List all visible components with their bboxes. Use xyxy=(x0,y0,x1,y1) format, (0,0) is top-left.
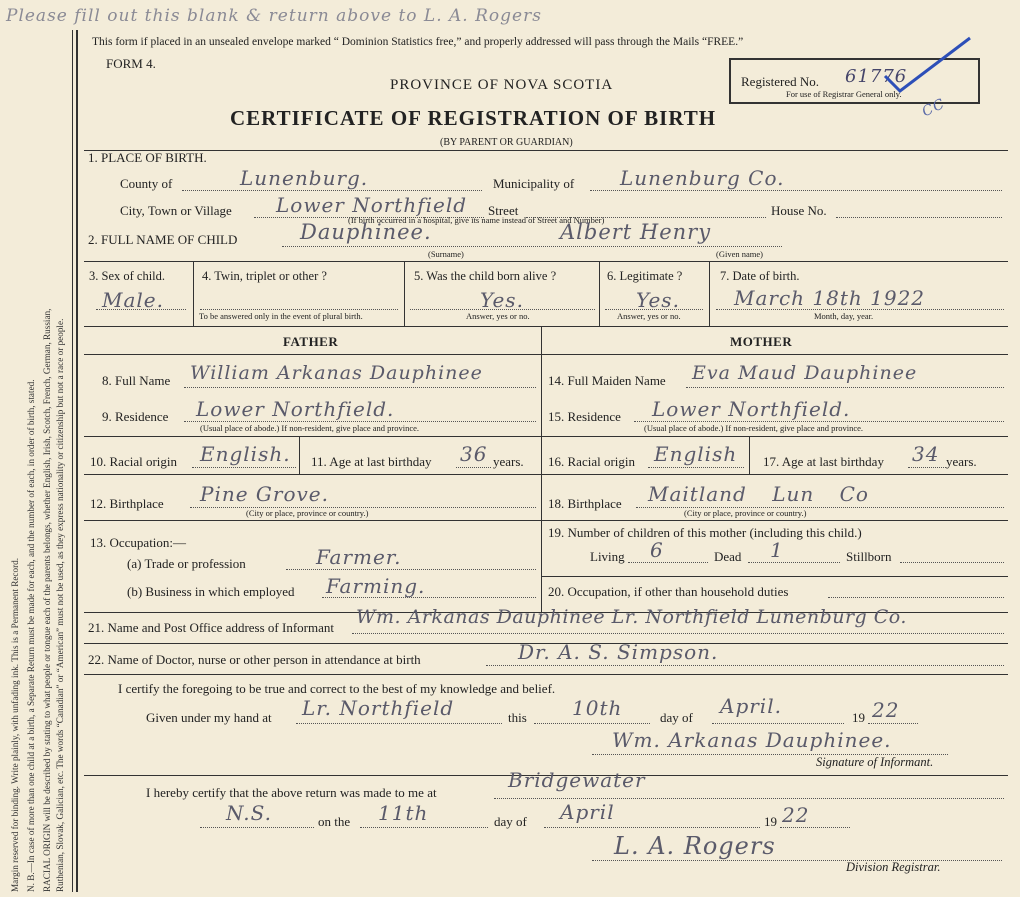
father-age-label: 11. Age at last birthday xyxy=(311,454,432,469)
city-value: Lower Northfield xyxy=(276,193,468,217)
mother-birthplace-label: 18. Birthplace xyxy=(548,496,622,511)
county-value: Lunenburg. xyxy=(240,166,369,190)
street-note: (If birth occurred in a hospital, give its name instead of Street and Number) xyxy=(348,215,605,225)
father-residence-label: 9. Residence xyxy=(102,409,169,424)
surname-note: (Surname) xyxy=(428,249,464,259)
twin-label: 4. Twin, triplet or other ? xyxy=(202,269,327,283)
given-day: 10th xyxy=(572,696,623,720)
father-name: William Arkanas Dauphinee xyxy=(190,362,483,384)
given-name-note: (Given name) xyxy=(716,249,763,259)
legitimate-label: 6. Legitimate ? xyxy=(607,269,683,283)
child-surname: Dauphinee. xyxy=(300,220,432,244)
child-given-name: Albert Henry xyxy=(560,220,712,244)
given-under-hand-label: Given under my hand at xyxy=(146,710,272,725)
attendant-label: 22. Name of Doctor, nurse or other person in attendance at birth xyxy=(88,652,421,667)
registrar-statement: I hereby certify that the above return was made to me at xyxy=(146,785,437,800)
dead-value: 1 xyxy=(770,538,784,562)
margin-rule-thick xyxy=(76,30,78,892)
born-alive-note: Answer, yes or no. xyxy=(466,311,530,321)
form-number: FORM 4. xyxy=(106,56,156,71)
side-mark: CC xyxy=(919,95,948,121)
margin-line-3: RACIAL ORIGIN will be described by stating to what people or tongue each of the parents belongs, whether English, Irish, Scotch, French, German, Russian, xyxy=(42,308,52,892)
informant-signature: Wm. Arkanas Dauphinee. xyxy=(612,728,892,752)
father-residence: Lower Northfield. xyxy=(196,397,395,421)
mother-name: Eva Maud Dauphinee xyxy=(692,362,918,384)
mother-birthplace: Maitland Lun Co xyxy=(648,482,869,506)
registrar-year: 22 xyxy=(782,803,810,827)
street-label: Street xyxy=(488,203,519,218)
mother-racial-label: 16. Racial origin xyxy=(548,454,636,469)
father-years-label: years. xyxy=(493,454,524,469)
dead-label: Dead xyxy=(714,549,742,564)
informant-value: Wm. Arkanas Dauphinee Lr. Northfield Lunenburg Co. xyxy=(356,606,907,628)
registrar-day: 11th xyxy=(378,801,429,825)
date-of-birth-note: Month, day, year. xyxy=(814,311,874,321)
margin-rule xyxy=(72,30,73,892)
informant-signature-label: Signature of Informant. xyxy=(816,755,934,769)
checkmark-icon xyxy=(880,36,975,96)
registrar-year-prefix: 19 xyxy=(764,814,777,829)
given-year-prefix: 19 xyxy=(852,710,865,725)
postal-note: This form if placed in an unsealed envelope marked “ Dominion Statistics free,” and properly addressed will pass through the Mails “FREE.” xyxy=(92,36,744,48)
registrar-province: N.S. xyxy=(226,801,272,825)
top-handwritten-note: Please fill out this blank & return above to L. A. Rogers xyxy=(6,6,542,26)
legitimate-note: Answer, yes or no. xyxy=(617,311,681,321)
registrar-month: April xyxy=(560,800,615,824)
born-alive-value: Yes. xyxy=(480,288,524,312)
municipality-value: Lunenburg Co. xyxy=(620,166,785,190)
living-value: 6 xyxy=(650,538,664,562)
sex-value: Male. xyxy=(102,288,164,312)
mother-residence-note: (Usual place of abode.) If non-resident, give place and province. xyxy=(644,423,864,433)
stillborn-label: Stillborn xyxy=(846,549,892,564)
father-name-label: 8. Full Name xyxy=(102,373,171,388)
registered-number: 61776 xyxy=(845,66,908,87)
children-label: 19. Number of children of this mother (including this child.) xyxy=(548,525,862,540)
mother-years-label: years. xyxy=(946,454,977,469)
born-alive-label: 5. Was the child born alive ? xyxy=(414,269,557,283)
certificate-subtitle: (BY PARENT OR GUARDIAN) xyxy=(440,137,573,148)
father-birthplace: Pine Grove. xyxy=(200,482,329,506)
mother-residence-label: 15. Residence xyxy=(548,409,621,424)
mother-racial-origin: English xyxy=(654,442,738,466)
twin-note: To be answered only in the event of plural birth. xyxy=(199,311,363,321)
registered-label: Registered No. xyxy=(741,74,819,89)
divider xyxy=(84,150,1008,151)
father-birthplace-note: (City or place, province or country.) xyxy=(246,508,369,518)
day-of-label: day of xyxy=(660,710,693,725)
place-of-birth-label: 1. PLACE OF BIRTH. xyxy=(88,150,207,165)
mother-age-label: 17. Age at last birthday xyxy=(763,454,884,469)
attendant-value: Dr. A. S. Simpson. xyxy=(518,640,719,664)
margin-line-2: N. B.—In case of more than one child at a birth, a Separate Return must be made for each, and the number of each, in order of birth, stated. xyxy=(26,379,36,892)
business-label: (b) Business in which employed xyxy=(127,584,295,599)
margin-line-1: Margin reserved for binding. Write plainly, with unfading ink. This is a Permanent Record. xyxy=(10,557,20,892)
given-month: April. xyxy=(720,694,782,718)
margin-line-4: Ruthenian, Slovak, Galician, etc. The words “Canadian” or “American” must not be used, as they express nationality or citizenship but not a race or people. xyxy=(55,318,65,892)
occupation-label: 13. Occupation:— xyxy=(90,535,187,550)
county-label: County of xyxy=(120,176,173,191)
municipality-label: Municipality of xyxy=(493,176,575,191)
trade-value: Farmer. xyxy=(316,545,402,569)
living-label: Living xyxy=(590,549,625,564)
given-place: Lr. Northfield xyxy=(302,696,455,720)
trade-label: (a) Trade or profession xyxy=(127,556,246,571)
this-label: this xyxy=(508,710,527,725)
registered-note: For use of Registrar General only. xyxy=(786,89,902,99)
father-racial-label: 10. Racial origin xyxy=(90,454,178,469)
city-label: City, Town or Village xyxy=(120,203,232,218)
registrar-signature: L. A. Rogers xyxy=(614,832,776,860)
mother-heading: MOTHER xyxy=(730,334,793,349)
mother-residence: Lower Northfield. xyxy=(652,397,851,421)
registrar-day-of-label: day of xyxy=(494,814,527,829)
sex-label: 3. Sex of child. xyxy=(89,269,166,283)
certify-statement: I certify the foregoing to be true and correct to the best of my knowledge and belief. xyxy=(118,681,556,696)
registrar-signature-label: Division Registrar. xyxy=(846,860,941,874)
province-heading: PROVINCE OF NOVA SCOTIA xyxy=(390,77,614,93)
father-birthplace-label: 12. Birthplace xyxy=(90,496,164,511)
father-heading: FATHER xyxy=(283,334,339,349)
mother-occupation-label: 20. Occupation, if other than household duties xyxy=(548,584,789,599)
father-racial-origin: English. xyxy=(200,442,291,466)
child-name-label: 2. FULL NAME OF CHILD xyxy=(88,232,238,247)
house-label: House No. xyxy=(771,203,827,218)
informant-label: 21. Name and Post Office address of Informant xyxy=(88,620,334,635)
date-of-birth-label: 7. Date of birth. xyxy=(720,269,800,283)
on-the-label: on the xyxy=(318,814,351,829)
certificate-title: CERTIFICATE OF REGISTRATION OF BIRTH xyxy=(230,106,717,130)
father-residence-note: (Usual place of abode.) If non-resident, give place and province. xyxy=(200,423,420,433)
legitimate-value: Yes. xyxy=(636,288,680,312)
registrar-place: Bridgewater xyxy=(508,768,646,792)
date-of-birth-value: March 18th 1922 xyxy=(734,286,926,310)
father-age: 36 xyxy=(460,442,488,466)
mother-name-label: 14. Full Maiden Name xyxy=(548,373,666,388)
given-year: 22 xyxy=(872,698,900,722)
business-value: Farming. xyxy=(326,574,426,598)
mother-age: 34 xyxy=(912,442,940,466)
mother-birthplace-note: (City or place, province or country.) xyxy=(684,508,807,518)
